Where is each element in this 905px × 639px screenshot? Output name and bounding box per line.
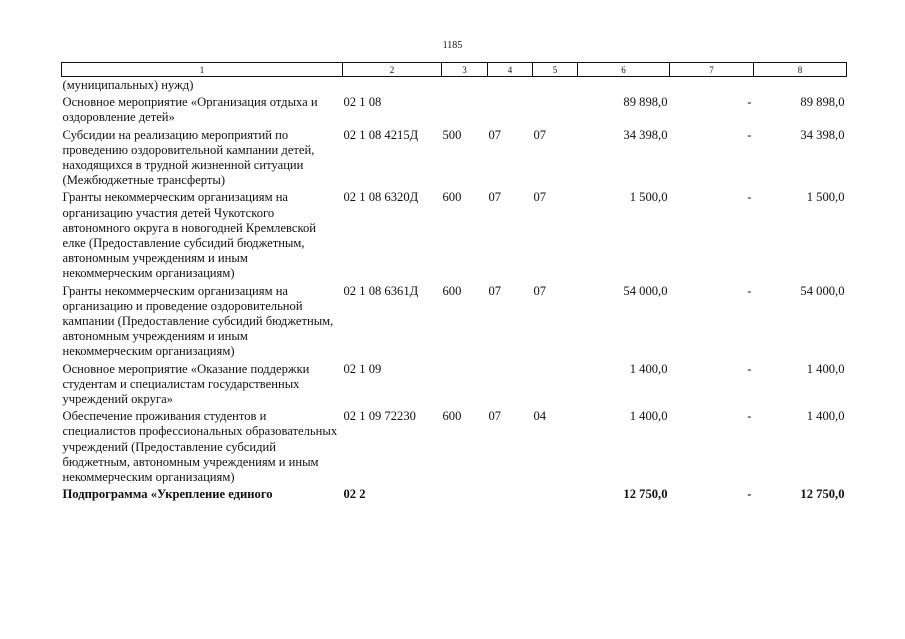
row-sum2: 1 500,0 [806,190,845,205]
header-col-7: 7 [670,63,754,77]
table-row [62,408,847,486]
table-header [62,63,847,77]
row-rz [488,94,533,126]
table-row [62,189,847,282]
row-vr: 600 [442,409,462,424]
row-sum2: 12 750,0 [800,487,845,502]
table-row [62,361,847,409]
row-name: Субсидии на реализацию мероприятий по проведению оздоровительной кампании детей, находящихся в трудной жизненной ситуации (Межбюджетные трансферты) [62,127,315,188]
row-rz: 07 [488,190,502,205]
row-pr: 07 [533,127,547,142]
row-sum1: 12 750,0 [623,487,668,502]
budget-table [61,62,847,503]
row-sum1: 1 500,0 [629,190,668,205]
row-pr: 07 [533,283,547,298]
table-row-subprogram [62,486,847,503]
row-name: Основное мероприятие «Оказание поддержки студентам и специалистам государственных учреждений округа» [62,361,310,407]
header-col-5: 5 [533,63,578,77]
header-col-1: 1 [62,63,343,77]
header-col-3: 3 [442,63,488,77]
row-vr [442,94,488,126]
row-change: - [747,283,752,298]
table-row [62,94,847,126]
row-vr: 600 [442,190,462,205]
row-sum1: 89 898,0 [623,95,668,110]
row-name: Гранты некоммерческим организациям на организацию участия детей Чукотского автономного округа в новогодней Кремлевской елке (Предоставление субсидий бюджетным, автономным учреждениям и иным некоммерческим организациям) [62,190,317,281]
header-col-6: 6 [578,63,670,77]
row-rz [488,77,533,95]
table-row [62,77,847,95]
row-sum2: 34 398,0 [800,127,845,142]
row-rz: 07 [488,127,502,142]
row-pr [533,77,578,95]
row-pr: 04 [533,409,547,424]
row-change: - [747,487,752,502]
row-change [670,77,754,95]
row-name: Основное мероприятие «Организация отдыха и оздоровление детей» [62,95,318,125]
table-row [62,283,847,361]
table-body [62,77,847,504]
row-vr [442,361,488,409]
row-rz: 07 [488,283,502,298]
row-change: - [747,361,752,376]
page-number: 1185 [442,40,463,51]
row-csr: 02 1 08 [343,95,382,110]
row-csr: 02 1 09 [343,361,382,376]
row-change: - [747,127,752,142]
header-col-8: 8 [754,63,847,77]
row-csr: 02 1 08 4215Д [343,127,419,142]
row-pr [533,94,578,126]
header-row [62,63,847,77]
row-csr: 02 1 08 6361Д [343,283,419,298]
row-change: - [747,95,752,110]
row-sum1 [578,77,670,95]
row-vr [442,486,488,503]
row-csr: 02 1 08 6320Д [343,190,419,205]
row-change: - [747,409,752,424]
row-rz [488,486,533,503]
row-vr: 500 [442,127,462,142]
row-name: Обеспечение проживания студентов и специалистов профессиональных образовательных учреждений (Предоставление субсидий бюджетным, автономным учреждениям и иным некоммерческим организациям) [62,409,338,485]
table-row [62,127,847,190]
row-sum1: 54 000,0 [623,283,668,298]
row-sum1: 34 398,0 [623,127,668,142]
row-csr [343,77,442,95]
row-sum2: 1 400,0 [806,361,845,376]
row-sum2: 89 898,0 [800,95,845,110]
row-vr [442,77,488,95]
row-rz: 07 [488,409,502,424]
row-pr: 07 [533,190,547,205]
row-change: - [747,190,752,205]
row-sum1: 1 400,0 [629,409,668,424]
row-sum2 [754,77,847,95]
row-csr: 02 1 09 72230 [343,409,416,424]
header-col-4: 4 [488,63,533,77]
row-name: Гранты некоммерческим организациям на организацию и проведение оздоровительной кампании (Предоставление субсидий бюджетным, автономным учреждениям и иным некоммерческим организациям) [62,283,334,359]
row-sum2: 1 400,0 [806,409,845,424]
row-name: Подпрограмма «Укрепление единого [62,487,273,502]
header-col-2: 2 [343,63,442,77]
row-rz [488,361,533,409]
row-pr [533,361,578,409]
row-pr [533,486,578,503]
row-sum1: 1 400,0 [629,361,668,376]
row-sum2: 54 000,0 [800,283,845,298]
row-vr: 600 [442,283,462,298]
row-csr: 02 2 [343,487,366,502]
row-name: (муниципальных) нужд) [62,78,194,92]
